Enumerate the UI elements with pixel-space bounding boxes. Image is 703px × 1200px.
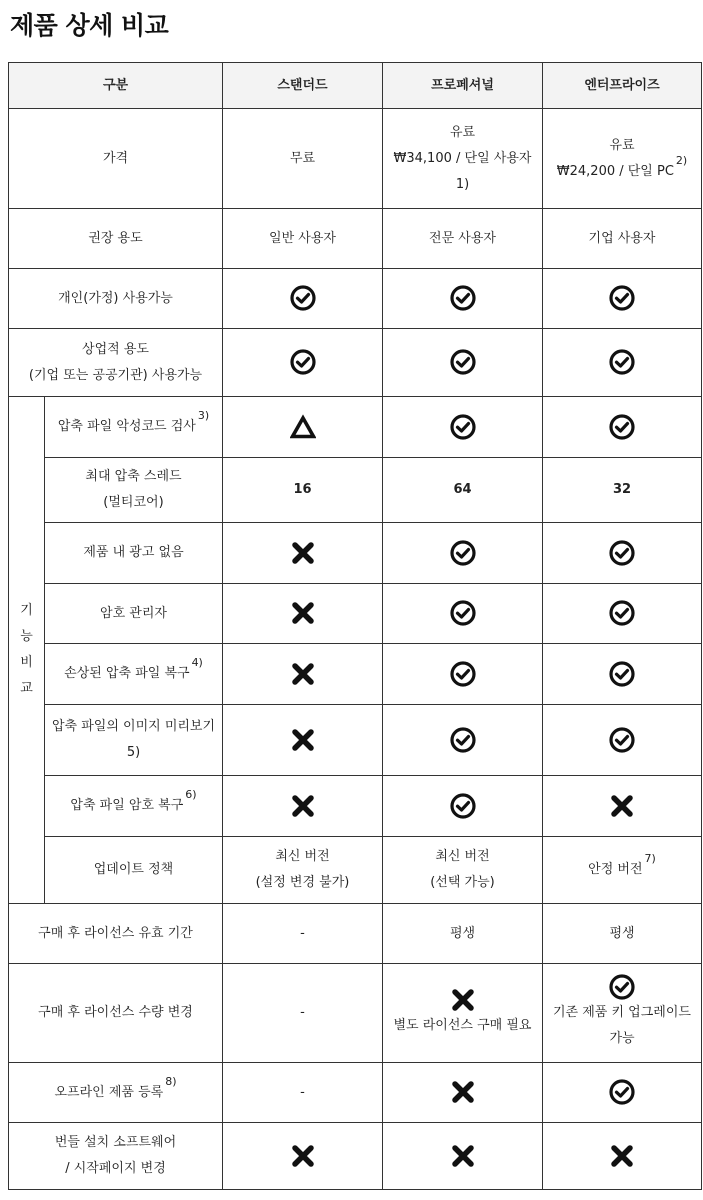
row-license-qty (9, 964, 702, 1063)
row-preview (9, 705, 702, 776)
row-label: 제품 내 광고 없음 (45, 523, 223, 584)
check-circle-icon (450, 285, 476, 311)
header-professional: 프로페셔널 (383, 63, 543, 109)
check-circle-icon (609, 727, 635, 753)
threads-professional: 64 (383, 458, 543, 523)
row-bundle (9, 1123, 702, 1190)
row-threads (9, 458, 702, 523)
row-offline (9, 1063, 702, 1123)
label-line: (멀티코어) (103, 495, 164, 510)
header-standard: 스탠더드 (223, 63, 383, 109)
offline-standard: - (223, 1063, 383, 1123)
footnote: 8) (165, 1074, 177, 1088)
license-period-standard: - (223, 904, 383, 964)
threads-standard: 16 (223, 458, 383, 523)
price-type: 유료 (449, 124, 476, 140)
row-label (45, 458, 223, 523)
footnote: 7) (644, 852, 656, 865)
header-row (9, 63, 702, 109)
row-label (45, 705, 223, 776)
price-type: 유료 (609, 137, 635, 153)
price-professional (383, 109, 543, 209)
footnote: 5) (126, 745, 141, 760)
update-standard: 최신 버전 (설정 변경 불가) (223, 837, 383, 904)
cross-icon (290, 661, 316, 687)
row-personal (9, 269, 702, 329)
row-label: 손상된 압축 파일 복구$^{4)}$ (45, 644, 223, 705)
page-title: 제품 상세 비교 (10, 11, 169, 40)
threads-enterprise: 32 (543, 458, 702, 523)
cross-icon (450, 1143, 476, 1169)
row-label: 가격 (9, 109, 223, 209)
check-circle-icon (609, 414, 635, 440)
price-footnote: 1) (455, 176, 470, 192)
update-enterprise: 안정 버전$^{7)}$ (543, 837, 702, 904)
price-amount: ₩34,100 / 단일 사용자 (393, 150, 532, 166)
check-circle-icon (609, 540, 635, 566)
price-amount: ₩24,200 / 단일 PC (556, 163, 674, 179)
check-circle-icon (450, 540, 476, 566)
license-qty-standard: - (223, 964, 383, 1063)
check-circle-icon (450, 349, 476, 375)
check-circle-icon (609, 661, 635, 687)
row-noads (9, 523, 702, 584)
check-circle-icon (609, 1079, 635, 1105)
cross-icon (609, 793, 635, 819)
check-circle-icon (450, 600, 476, 626)
footnote: 6) (185, 788, 197, 801)
cross-icon (290, 540, 316, 566)
license-period-enterprise: 평생 (543, 904, 702, 964)
cross-icon (290, 1143, 316, 1169)
header-enterprise: 엔터프라이즈 (543, 63, 702, 109)
check-circle-icon (450, 661, 476, 687)
update-professional: 최신 버전 (선택 가능) (383, 837, 543, 904)
check-circle-icon (609, 600, 635, 626)
usage-professional: 전문 사용자 (383, 209, 543, 269)
row-label: 구매 후 라이선스 수량 변경 (9, 964, 223, 1063)
row-label (9, 329, 223, 397)
label-line: (기업 또는 공공기관) 사용가능 (28, 367, 203, 383)
label-line: 최대 압축 스레드 (85, 469, 182, 484)
triangle-icon (290, 414, 316, 440)
row-price (9, 109, 702, 209)
row-repair (9, 644, 702, 705)
row-label: 압축 파일 암호 복구$^{6)}$ (45, 776, 223, 837)
cross-icon (450, 1079, 476, 1105)
feature-group-label: 기 능 비 교 (9, 397, 45, 904)
footnote: 4) (191, 656, 203, 669)
check-circle-icon (290, 349, 316, 375)
license-qty-professional: 별도 라이선스 구매 필요 (383, 964, 543, 1063)
header-category: 구분 (9, 63, 223, 109)
cross-icon (290, 600, 316, 626)
check-circle-icon (609, 974, 635, 1000)
check-circle-icon (609, 285, 635, 311)
row-pwmanager (9, 584, 702, 644)
check-circle-icon (450, 793, 476, 819)
row-malware (9, 397, 702, 458)
price-enterprise (543, 109, 702, 209)
row-label: 구매 후 라이선스 유효 기간 (9, 904, 223, 964)
price-footnote: 2) (675, 153, 688, 167)
row-label: 권장 용도 (9, 209, 223, 269)
row-label: 오프라인 제품 등록$^{8)}$ (9, 1063, 223, 1123)
row-label: 암호 관리자 (45, 584, 223, 644)
check-circle-icon (450, 727, 476, 753)
row-update (9, 837, 702, 904)
label-line: 상업적 용도 (82, 341, 149, 357)
row-label: 압축 파일 악성코드 검사$^{3)}$ (45, 397, 223, 458)
row-commercial (9, 329, 702, 397)
check-circle-icon (450, 414, 476, 440)
cross-icon (450, 987, 476, 1013)
row-label (9, 1123, 223, 1190)
label-line: / 시작페이지 변경 (65, 1161, 166, 1176)
cross-icon (290, 793, 316, 819)
price-standard: 무료 (223, 109, 383, 209)
row-pwrecover (9, 776, 702, 837)
cross-icon (609, 1143, 635, 1169)
comparison-table (8, 62, 702, 1190)
row-license-period (9, 904, 702, 964)
license-period-professional: 평생 (383, 904, 543, 964)
usage-enterprise: 기업 사용자 (543, 209, 702, 269)
label-line: 번들 설치 소프트웨어 (54, 1135, 177, 1150)
row-usage (9, 209, 702, 269)
row-label: 개인(가정) 사용가능 (9, 269, 223, 329)
row-label: 업데이트 정책 (45, 837, 223, 904)
label-line: 압축 파일의 이미지 미리보기 (51, 719, 216, 734)
footnote: 3) (197, 409, 210, 422)
usage-standard: 일반 사용자 (223, 209, 383, 269)
check-circle-icon (290, 285, 316, 311)
license-qty-enterprise: 기존 제품 키 업그레이드 가능 (543, 964, 702, 1063)
check-circle-icon (609, 349, 635, 375)
cross-icon (290, 727, 316, 753)
